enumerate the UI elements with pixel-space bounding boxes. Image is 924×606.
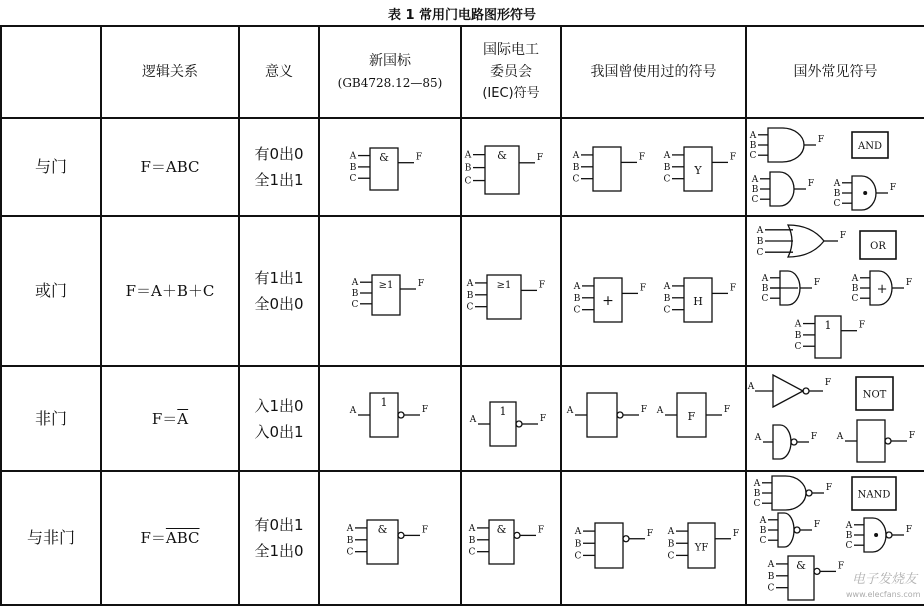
pin-label: A	[751, 174, 759, 185]
pin-label: A	[656, 406, 664, 416]
label-box-text: NAND	[857, 489, 891, 501]
pin-label: F	[813, 278, 821, 288]
label-box-text: OR	[870, 241, 886, 252]
pin-label: A	[574, 527, 582, 538]
label-box-text: AND	[858, 141, 882, 152]
meaning-line: 有0出1	[254, 516, 304, 534]
symbol-cell	[461, 471, 561, 605]
label-box-text: NOT	[862, 389, 887, 401]
pin-label: C	[851, 294, 859, 305]
pin-label: A	[754, 433, 762, 443]
table-title: 表 1 常用门电路图形符号	[387, 8, 537, 23]
table-row	[1, 118, 924, 216]
pin-label: A	[749, 130, 757, 141]
pin-label: F	[839, 231, 847, 241]
gate-label: 1	[499, 405, 507, 418]
gate-label: &	[497, 149, 507, 162]
pin-label: F	[538, 280, 546, 291]
pin-label: B	[572, 162, 580, 173]
pin-label: F	[908, 431, 916, 441]
gate-name: 与非门	[1, 471, 101, 605]
symbol-cell	[461, 118, 561, 216]
pin-label: B	[663, 162, 671, 173]
pin-label: B	[845, 531, 853, 541]
pin-label: C	[833, 199, 841, 210]
symbol-cell	[319, 471, 461, 605]
table-row	[1, 471, 924, 605]
pin-label: F	[537, 525, 545, 536]
pin-label: F	[813, 520, 821, 530]
pin-label: C	[466, 302, 474, 313]
pin-label: C	[759, 536, 767, 547]
pin-label: A	[836, 432, 844, 442]
header-new-standard-l1: 新国标	[369, 53, 411, 69]
gate-name: 非门	[1, 366, 101, 471]
pin-label: F	[539, 414, 547, 424]
pin-label: B	[749, 141, 757, 151]
pin-label: B	[346, 535, 354, 546]
pin-label: C	[349, 174, 357, 185]
pin-label: B	[573, 293, 581, 304]
gate-meaning	[239, 471, 319, 605]
pin-label: B	[468, 535, 476, 546]
pin-label: B	[663, 293, 671, 304]
header-empty	[1, 26, 101, 118]
header-new-standard	[319, 26, 461, 118]
gate-label: F	[687, 410, 696, 423]
watermark-url: www.elecfans.com	[846, 590, 921, 599]
pin-label: F	[638, 152, 646, 163]
pin-label: A	[794, 319, 802, 330]
gate-meaning	[239, 216, 319, 366]
pin-label: C	[663, 305, 671, 316]
pin-label: C	[761, 294, 769, 305]
pin-label: A	[469, 415, 477, 425]
pin-label: B	[751, 185, 759, 195]
expr-overlined: $\overline{ABC}$	[165, 529, 200, 547]
logic-expression	[101, 471, 239, 605]
pin-label: B	[464, 163, 472, 174]
gate-label: 1	[380, 396, 388, 409]
pin-label: C	[794, 342, 802, 353]
pin-label: F	[646, 528, 654, 539]
symbol-cell	[319, 118, 461, 216]
pin-label: B	[466, 290, 474, 301]
pin-label: B	[351, 289, 359, 299]
symbol-cell	[561, 366, 746, 471]
pin-label: B	[761, 284, 769, 294]
symbol-cell	[319, 366, 461, 471]
pin-label: A	[761, 273, 769, 284]
logic-expression: F＝A＋B＋C	[101, 216, 239, 366]
meaning-line: 全1出0	[254, 542, 304, 560]
pin-label: B	[349, 162, 357, 173]
pin-label: A	[845, 520, 853, 531]
pin-label: C	[572, 174, 580, 185]
pin-label: A	[464, 150, 472, 161]
pin-label: C	[751, 195, 759, 206]
pin-label: A	[747, 382, 755, 392]
pin-label: A	[572, 150, 580, 161]
gate-label: H	[693, 295, 703, 308]
expr-prefix: F＝	[140, 529, 166, 547]
pin-label: F	[825, 483, 833, 493]
gate-name: 与门	[1, 118, 101, 216]
pin-label: B	[574, 539, 582, 550]
header-meaning: 意义	[239, 26, 319, 118]
expr-prefix: F＝	[151, 409, 178, 428]
pin-label: B	[767, 571, 775, 582]
table-row	[1, 216, 924, 366]
pin-label: A	[573, 281, 581, 292]
pin-label: F	[415, 152, 423, 163]
symbol-cell	[561, 118, 746, 216]
meaning-line: 入0出1	[254, 422, 304, 441]
gate-meaning	[239, 118, 319, 216]
pin-label: F	[421, 525, 429, 536]
header-iec-l3: (IEC)符号	[482, 86, 540, 101]
pin-label: F	[417, 279, 425, 289]
expr-overlined: $\overline{A}$	[177, 409, 189, 428]
pin-label: F	[810, 432, 818, 442]
symbol-cell	[461, 366, 561, 471]
pin-label: F	[639, 283, 647, 294]
header-old-symbols: 我国曾使用过的符号	[561, 26, 746, 118]
pin-label: B	[753, 489, 761, 499]
pin-label: C	[346, 547, 354, 558]
pin-label: A	[767, 559, 775, 570]
symbol-cell	[561, 216, 746, 366]
logic-expression: F＝ABC	[101, 118, 239, 216]
pin-label: C	[574, 551, 582, 562]
pin-label: C	[464, 176, 472, 187]
pin-label: A	[663, 281, 671, 292]
meaning-line: 有1出1	[254, 269, 304, 287]
gate-label: Y	[694, 164, 702, 177]
pin-label: B	[833, 189, 841, 199]
meaning-line: 全0出0	[254, 295, 304, 313]
pin-label: C	[573, 305, 581, 316]
meaning-line: 有0出0	[254, 145, 304, 163]
pin-label: A	[759, 515, 767, 526]
symbol-cell	[319, 216, 461, 366]
pin-label: C	[749, 151, 757, 162]
pin-label: A	[566, 406, 574, 416]
header-iec-l1: 国际电工	[483, 42, 539, 58]
symbol-cell	[746, 118, 924, 216]
pin-label: A	[851, 273, 859, 284]
pin-label: F	[858, 320, 866, 331]
table-row	[1, 366, 924, 471]
pin-label: F	[905, 525, 913, 535]
pin-label: A	[468, 523, 476, 534]
pin-label: F	[536, 152, 544, 163]
gate-symbol-table	[0, 25, 924, 606]
pin-label: F	[824, 378, 832, 388]
plus-mark: +	[876, 282, 888, 297]
symbol-cell	[746, 366, 924, 471]
pin-label: F	[732, 528, 740, 539]
pin-label: C	[351, 299, 359, 310]
pin-label: B	[794, 330, 802, 341]
pin-label: A	[667, 527, 675, 538]
gate-label: &	[796, 559, 806, 572]
logic-expression	[101, 366, 239, 471]
pin-label: A	[346, 523, 354, 534]
pin-label: F	[421, 405, 429, 415]
gate-label: 1	[824, 319, 832, 332]
watermark-logo-text: 电子发烧友	[852, 572, 918, 587]
pin-label: A	[349, 151, 357, 162]
pin-label: F	[807, 179, 815, 189]
pin-label: C	[756, 248, 764, 259]
pin-label: C	[468, 547, 476, 558]
gate-meaning	[239, 366, 319, 471]
pin-label: B	[851, 284, 859, 294]
header-foreign-symbols: 国外常见符号	[746, 26, 924, 118]
gate-label: &	[496, 523, 507, 536]
pin-label: F	[837, 561, 845, 572]
pin-label: F	[723, 405, 731, 415]
pin-label: B	[756, 237, 764, 247]
pin-label: F	[817, 135, 825, 145]
pin-label: B	[759, 526, 767, 536]
gate-label: ≥1	[496, 280, 512, 291]
header-iec	[461, 26, 561, 118]
header-logic: 逻辑关系	[101, 26, 239, 118]
header-iec-l2: 委员会	[490, 64, 532, 80]
gate-name: 或门	[1, 216, 101, 366]
pin-label: A	[756, 225, 764, 236]
meaning-line: 全1出1	[254, 171, 304, 189]
pin-label: C	[667, 551, 675, 562]
gate-label: &	[379, 151, 389, 164]
pin-label: A	[351, 278, 359, 289]
pin-label: A	[349, 406, 357, 416]
pin-label: A	[753, 478, 761, 489]
pin-label: F	[640, 405, 648, 415]
gate-label: &	[377, 523, 388, 536]
pin-label: F	[729, 152, 737, 163]
gate-label: YF	[694, 542, 709, 554]
pin-label: B	[667, 539, 675, 550]
symbol-cell	[561, 471, 746, 605]
pin-label: C	[845, 541, 853, 552]
pin-label: F	[889, 183, 897, 193]
meaning-line: 入1出0	[254, 396, 304, 415]
gate-label: +	[602, 293, 614, 309]
header-row	[1, 26, 924, 118]
pin-label: A	[466, 278, 474, 289]
pin-label: C	[753, 499, 761, 510]
pin-label: F	[905, 278, 913, 288]
symbol-cell	[461, 216, 561, 366]
pin-label: F	[729, 283, 737, 294]
pin-label: C	[663, 174, 671, 185]
pin-label: A	[833, 178, 841, 189]
symbol-cell	[746, 216, 924, 366]
pin-label: A	[663, 150, 671, 161]
header-new-standard-l2: (GB4728.12—85)	[337, 76, 443, 90]
pin-label: C	[767, 583, 775, 594]
gate-label: ≥1	[378, 280, 394, 291]
